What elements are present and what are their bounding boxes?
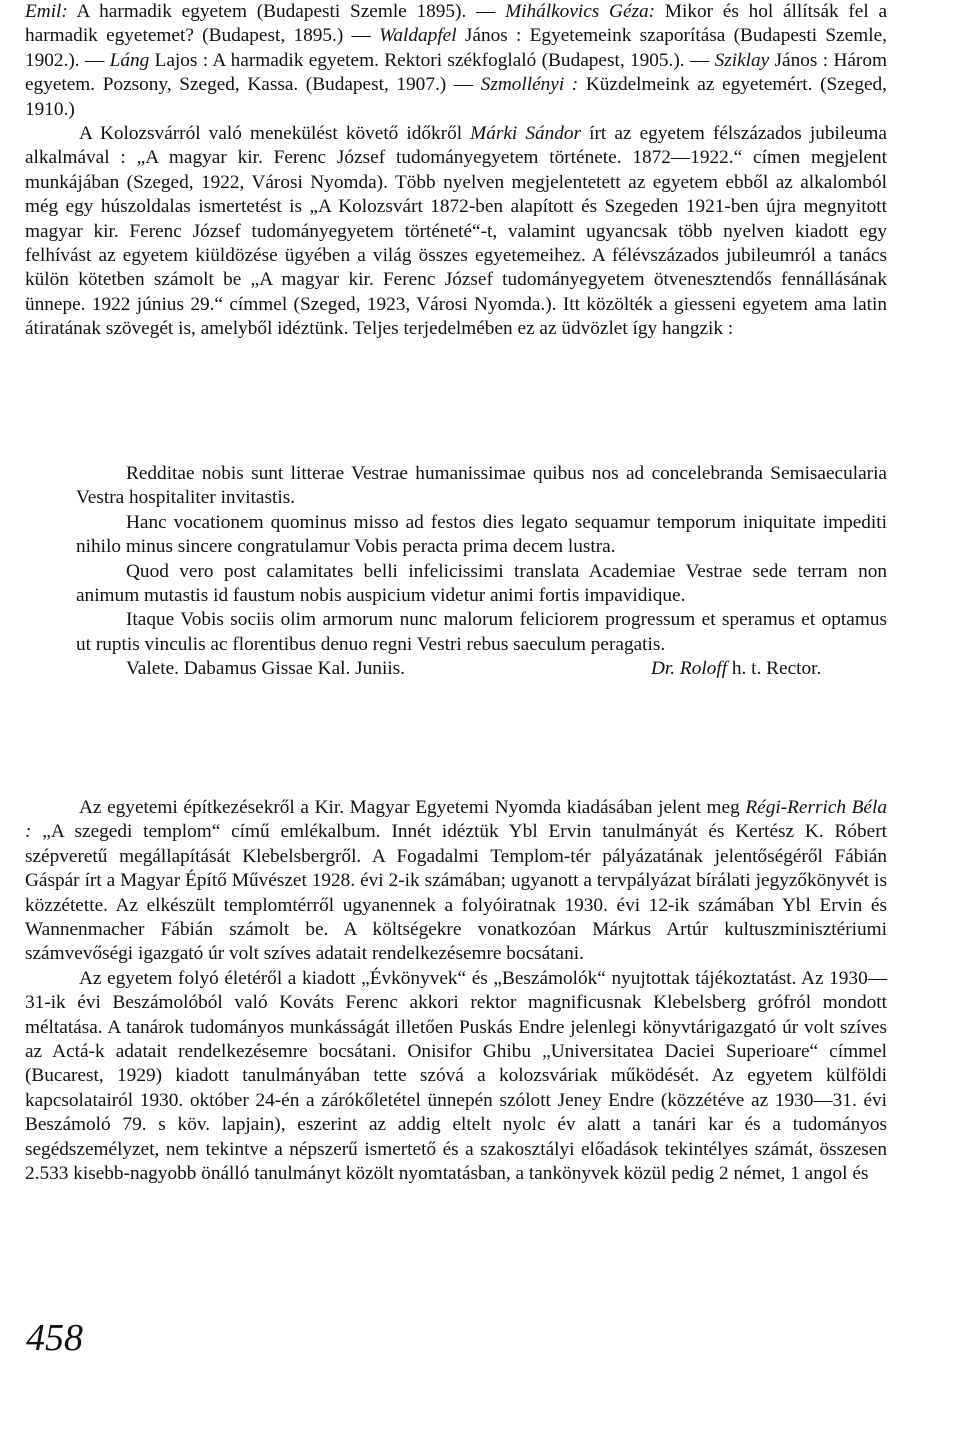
author-name: Szmollényi : <box>480 74 579 96</box>
author-name: Sziklay <box>714 49 770 71</box>
letter-closing: Valete. Dabamus Gissae Kal. Juniis. <box>126 658 405 680</box>
signatory-title: h. t. Rector. <box>727 658 822 680</box>
author-name: Emil: <box>25 1 68 22</box>
author-name: Waldapfel <box>379 25 457 47</box>
letter-signature-line <box>76 657 887 681</box>
signatory-name: Dr. Roloff <box>651 658 728 680</box>
text-run: „A szegedi templom“ című emlékalbum. Innét idéztük Ybl Ervin tanulmányát és Kertész K. Róbert szépveretű megállapítását Klebelsbergről. A Fogadalmi Templom-tér pályázatának jelentőségéről Fábián Gáspár írt a Magyar Építő Művészet 1928. évi 2-ik számában; ugyanott a tervpályázat bírálati jegyzőkönyvét is közzétette. Az elkészült templomtérről ugyanennek a folyóiratnak 1930. évi 12-ik számában Ybl Ervin és Wannenmacher Fábián számolt be. A költségekre vonatkozóan Márkus Artúr kultuszminisztériumi számvevőségi igazgató úr volt szíves adatait rendelkezésemre bocsátani. <box>25 821 887 965</box>
latin-paragraph: Hanc vocationem quominus misso ad festos dies legato sequamur temporum iniquitate impediti nihilo minus sincere congratulamur Vobis peracta prima decem lustra. <box>76 511 887 558</box>
latin-paragraph: Itaque Vobis sociis olim armorum nunc malorum feliciorem progressum et speramus et optamus ut ruptis vinculis ac florentibus denuo regni Vestri rebus saeculum peragatis. <box>76 609 887 655</box>
latin-paragraph: Quod vero post calamitates belli infelicissimi translata Academiae Vestrae sede terram non animum mutastis id faustum nobis auspicium videtur animi fortis impavidique. <box>76 560 887 607</box>
text-run: Küzdelmeink az egyetemért. (Szeged, 1910.) <box>25 74 887 120</box>
body-paragraph <box>25 796 887 967</box>
text-run: Lajos : A harmadik egyetem. Rektori székfoglaló (Budapest, 1905.). — <box>149 49 715 71</box>
body-paragraph <box>25 122 887 342</box>
body-section <box>25 796 887 1187</box>
page-number: 458 <box>26 1317 83 1359</box>
author-name: Láng <box>109 49 150 71</box>
text-run: Mikor és hol állítsák fel a harmadik egyetemet? (Budapest, 1895.) — <box>25 1 888 47</box>
text-run: írt az egyetem félszázados jubileuma alkalmával : „A magyar kir. Ferenc József tudományegyetem története. 1872—1922.“ címen megjelent munkájában (Szeged, 1922, Városi Nyomda). Több nyelven megjelentetett az egyetem ebből az alkalomból még egy húszoldalas ismertetést is „A Kolozsvárt 1872-ben alapított és Szegeden 1921-ben újra megnyitott magyar kir. Ferenc József tudományegyetem történeté“-t, valamint ugyancsak több nyelven kiadott egy felhívást az egyetem kiüldözése ügyében a világ összes egyetemeihez. A félévszázados jubileumról a tanács külön kötetben számolt be „A magyar kir. Ferenc József tudományegyetem ötvenesztendős fennállásának ünnepe. 1922 június 29.“ címmel (Szeged, 1923, Városi Nyomda.). Itt közölték a giesseni egyetem ama latin átiratának szövegét is, amelyből idéztünk. Teljes terjedelmében ez az üdvözlet így hangzik : <box>25 123 887 340</box>
text-run: Az egyetemi építkezésekről a Kir. Magyar Egyetemi Nyomda kiadásában jelent meg <box>79 797 746 818</box>
text-run: A harmadik egyetem (Budapesti Szemle 1895). — <box>67 1 506 22</box>
latin-paragraph: Redditae nobis sunt litterae Vestrae humanissimae quibus nos ad concelebranda Semisaecularia Vestra hospitaliter invitastis. <box>76 463 887 509</box>
letter-signature <box>651 657 821 681</box>
author-name: Márki Sándor <box>470 123 582 145</box>
author-name: Régi-Rerrich Béla : <box>25 797 887 843</box>
bibliography-section <box>25 0 887 342</box>
text-run: János : Három egyetem. Pozsony, Szeged, Kassa. (Budapest, 1907.) — <box>25 49 887 96</box>
body-paragraph: Az egyetem folyó életéről a kiadott „Évkönyvek“ és „Beszámolók“ nyujtottak tájékoztatást. Az 1930—31-ik évi Beszámolóból való Kováts Ferenc akkori rektor magnificusnak Klebelsberg grófról mondott méltatása. A tanárok tudományos munkásságát illetően Puskás Endre jelenlegi könyvtárigazgató úr volt szíves az Actá-k adatait rendelkezésemre bocsátani. Onisifor Ghibu „Universitatea Daciei Superioare“ címmel (Bucarest, 1929) kiadott tanulmányában tette szóvá a kolozsváriak működését. Az egyetem külföldi kapcsolatairól 1930. október 24-én a zárókőletétel ünnepén szólott Jeney Endre (közzétéve az 1930—31. évi Beszámoló 79. s köv. lapjain), eszerint az addig eltelt nyolc év alatt a tanári kar és a tudományos segédszemélyzet, nem tekintve a népszerű ismertető és a szakosztályi előadások tekintélyes számát, összesen 2.533 kisebb-nagyobb önálló tanulmányt közölt nyomtatásban, a tankönyvek közül pedig 2 német, 1 angol és <box>25 967 887 1185</box>
text-run: A Kolozsvárról való menekülést követő időkről <box>79 123 471 145</box>
latin-letter <box>76 462 887 681</box>
bibliography-paragraph <box>25 0 887 122</box>
author-name: Mihálkovics Géza: <box>505 1 656 22</box>
text-run: János : Egyetemeink szaporítása (Budapesti Szemle, 1902.). — <box>25 25 887 71</box>
